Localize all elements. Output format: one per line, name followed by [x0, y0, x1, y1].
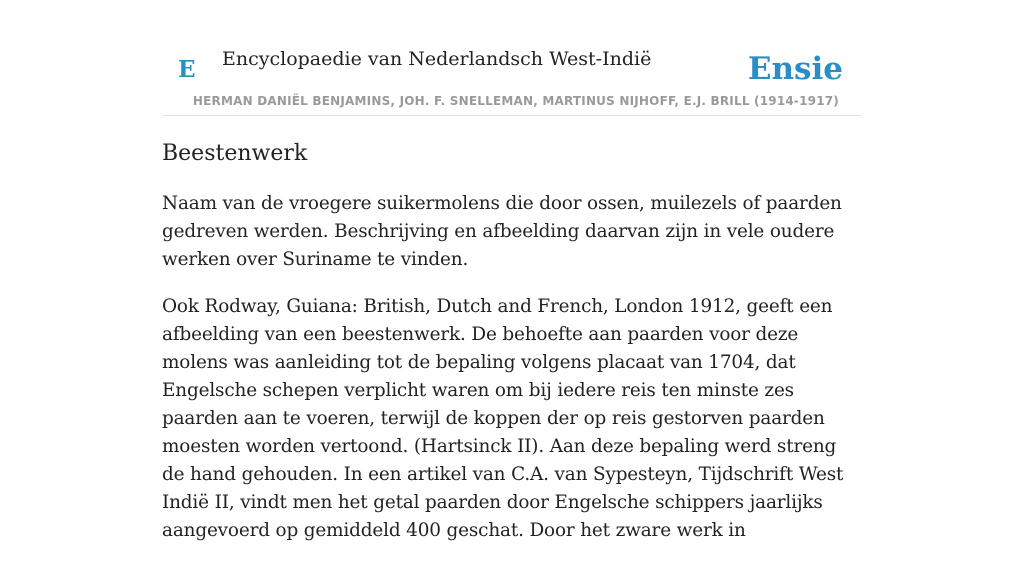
logo-icon[interactable]: E: [178, 56, 196, 83]
article-content: [162, 138, 864, 564]
authors-line: HERMAN DANIËL BENJAMINS, JOH. F. SNELLEMAN, MARTINUS NIJHOFF, E.J. BRILL (1914-1917): [192, 94, 839, 108]
brand-logo[interactable]: Ensie: [747, 51, 843, 87]
article-paragraph-2: Ook Rodway, Guiana: British, Dutch and French, London 1912, geeft een afbeelding van een beestenwerk. De behoefte aan paarden voor deze molens was aanleiding tot de bepaling volgens placaat van 1704, dat Engelsche schepen verplicht waren om bij iedere reis ten minste zes paarden aan te voeren, terwijl de koppen der op reis gestorven paarden moesten worden vertoond. (Hartsinck II). Aan deze bepaling werd streng de hand gehouden. In een artikel van C.A. van Sypesteyn, Tijdschrift West Indië II, vindt men het getal paarden door Engelsche schippers jaarlijks aangevoerd op gemiddeld 400 geschat. Door het zware werk in: [162, 296, 844, 541]
book-title[interactable]: Encyclopaedie van Nederlandsch West-Indië: [222, 48, 652, 70]
article-title: Beestenwerk: [162, 141, 308, 166]
article-paragraph-1: Naam van de vroegere suikermolens die door ossen, muilezels of paarden gedreven werden. Beschrijving en afbeelding daarvan zijn in vele oudere werken over Suriname te vinden.: [162, 193, 842, 270]
site-header: [162, 40, 862, 116]
